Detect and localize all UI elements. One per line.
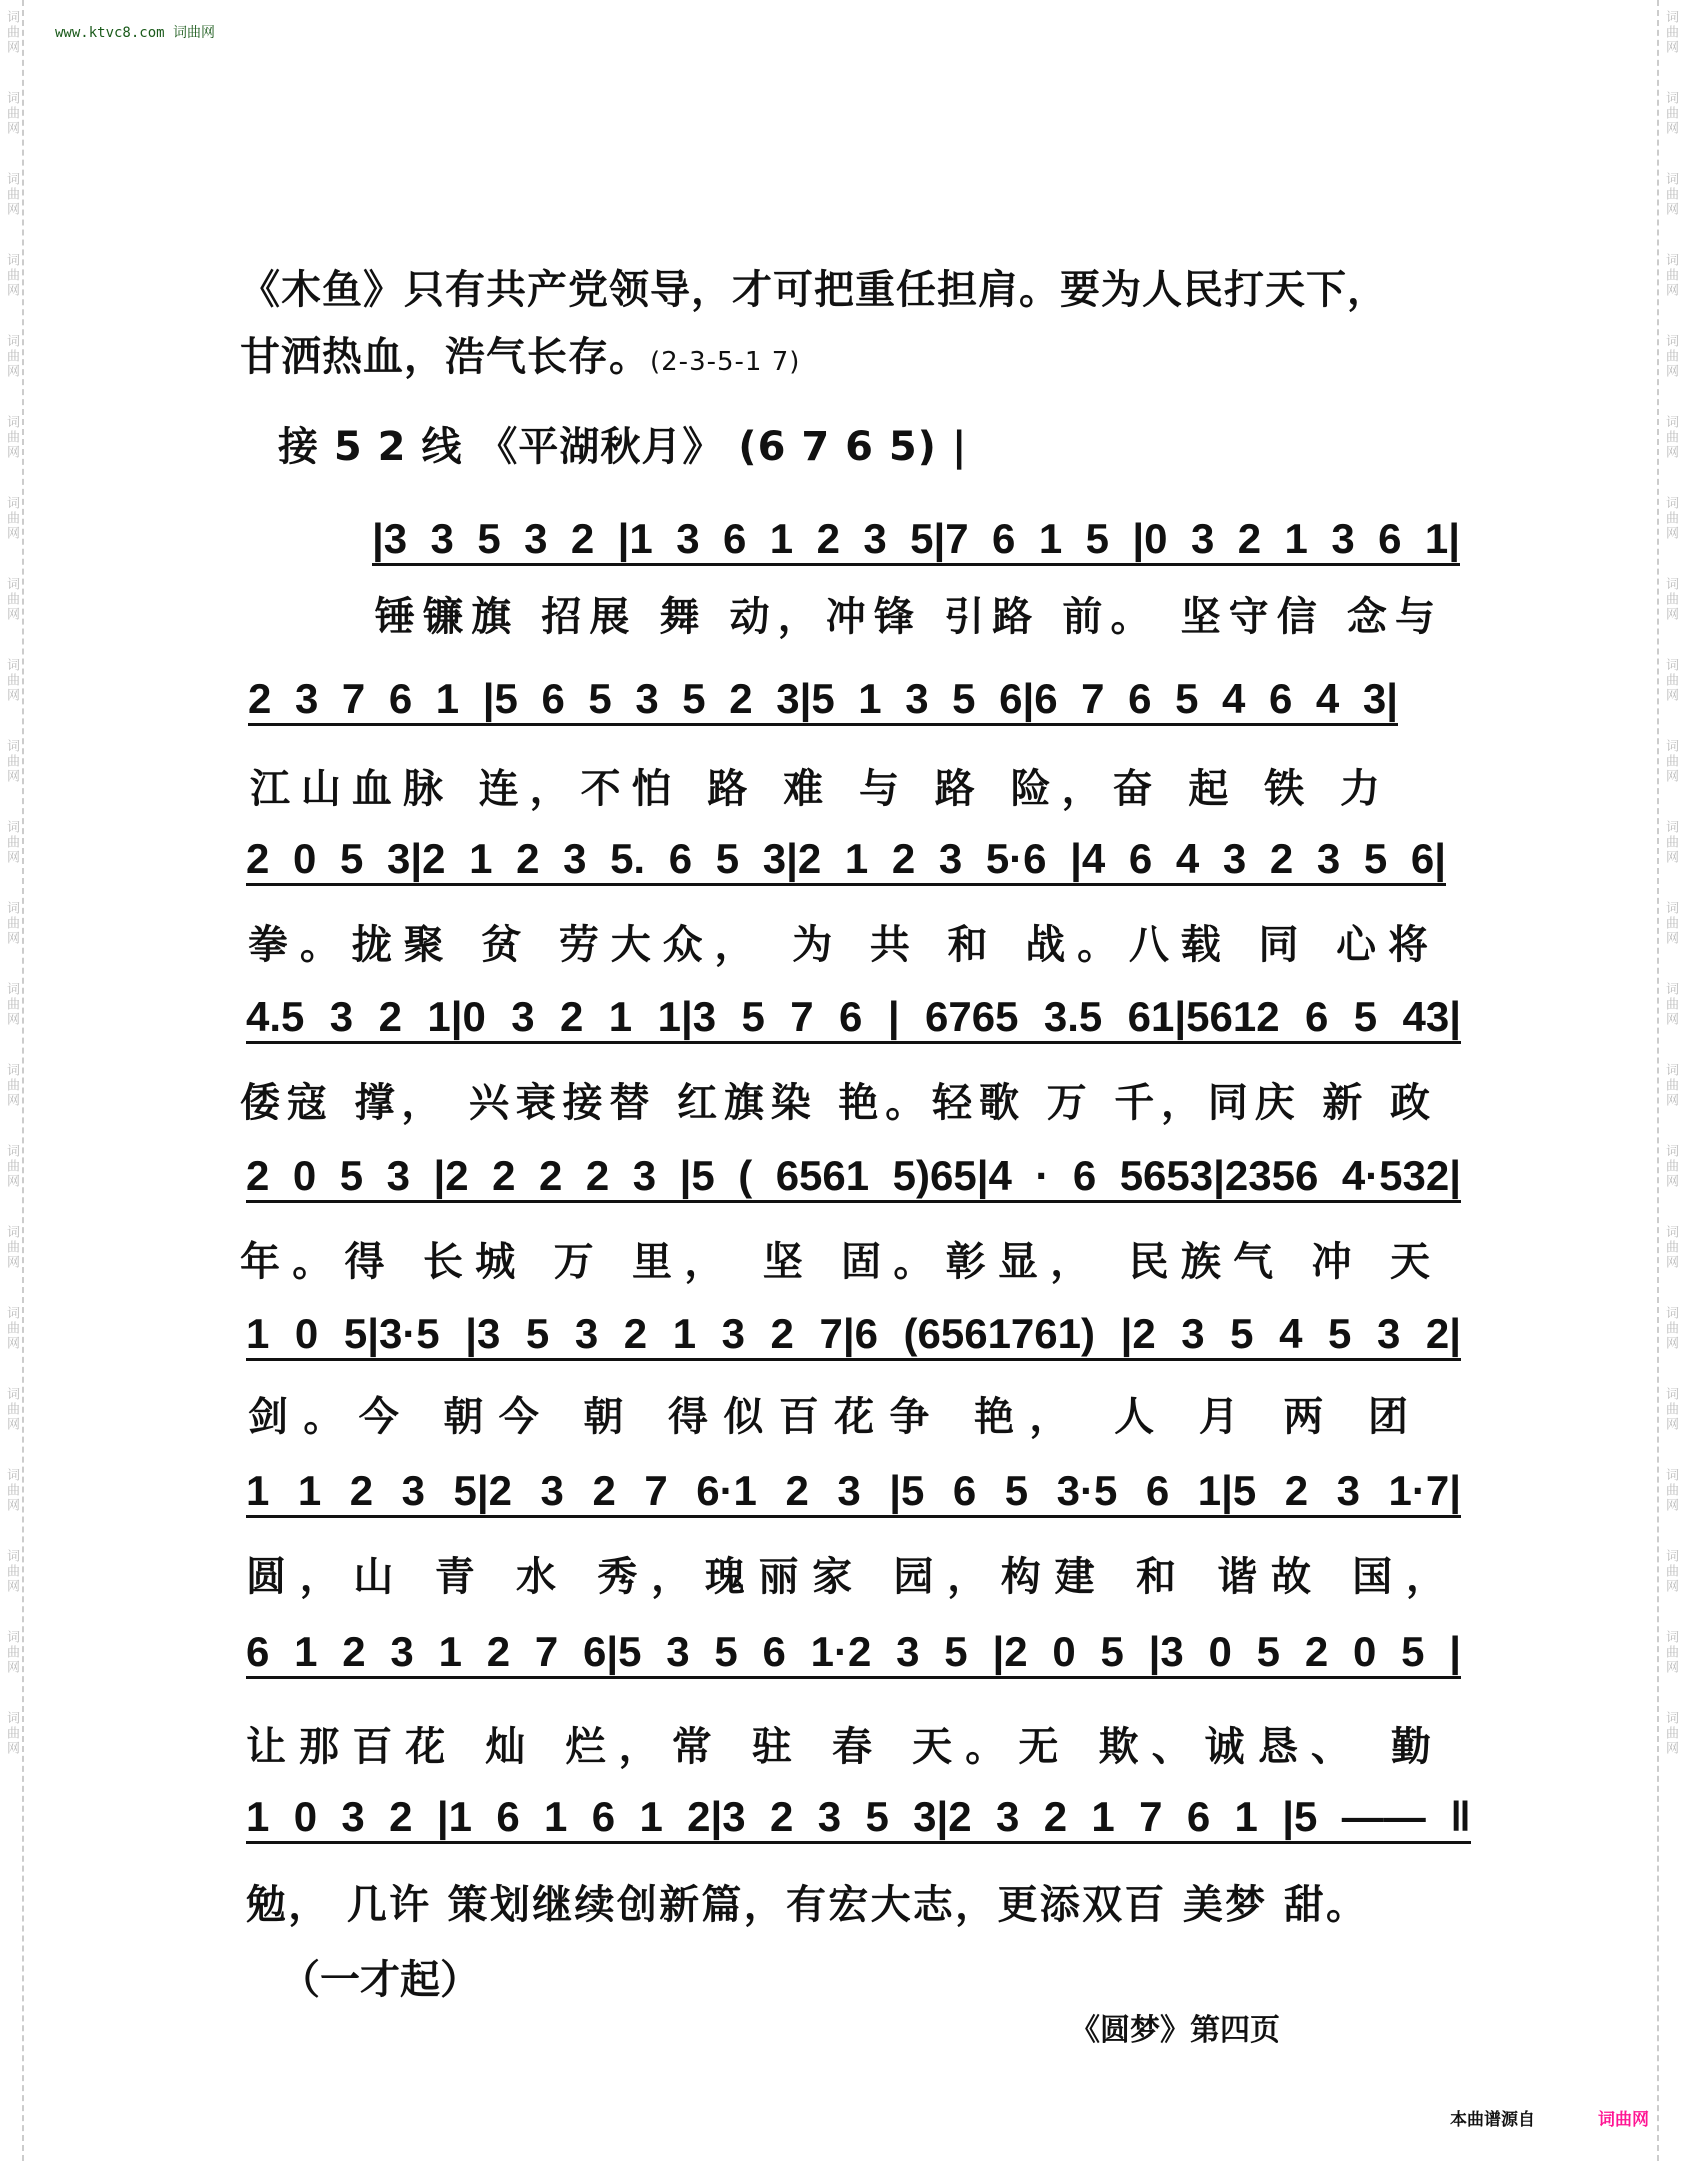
notation-row: 1 1 2 3 5|2 3 2 7 6·1 2 3 |5 6 5 3·5 6 1|5 2 3 1·7| xyxy=(246,1467,1461,1514)
watermark: 词曲网 xyxy=(1663,91,1678,136)
watermark: 词曲网 xyxy=(4,1063,19,1108)
watermark: 词曲网 xyxy=(1663,334,1678,379)
notation-row: 2 3 7 6 1 |5 6 5 3 5 2 3|5 1 3 5 6|6 7 6 5 4 6 4 3| xyxy=(248,675,1398,722)
watermark: 词曲网 xyxy=(1663,253,1678,298)
watermark: 词曲网 xyxy=(4,496,19,541)
notation-row: 6 1 2 3 1 2 7 6|5 3 5 6 1·2 3 5 |2 0 5 |3 0 5 2 0 5 | xyxy=(246,1628,1461,1675)
watermark: 词曲网 xyxy=(4,253,19,298)
watermark: 词曲网 xyxy=(4,577,19,622)
watermark: 词曲网 xyxy=(4,820,19,865)
lyric-row: 拳。拢聚 贫 劳大众， 为 共 和 战。八载 同 心将 xyxy=(248,922,1428,968)
ending-cue: （一才起） xyxy=(280,1957,480,2003)
page-label: 《圆梦》第四页 xyxy=(1070,2013,1280,2048)
watermark: 词曲网 xyxy=(1663,10,1678,55)
site-header-link[interactable]: www.ktvc8.com 词曲网 xyxy=(55,25,216,41)
intro-line-1: 《木鱼》只有共产党领导，才可把重任担肩。要为人民打天下， xyxy=(240,267,1388,313)
watermark: 词曲网 xyxy=(4,1306,19,1351)
watermark: 词曲网 xyxy=(1663,577,1678,622)
watermark: 词曲网 xyxy=(1663,1549,1678,1594)
notation-row: |3 3 5 3 2 |1 3 6 1 2 3 5|7 6 1 5 |0 3 2 1 3 6 1| xyxy=(372,515,1460,562)
footer-source-text: 本曲谱源自 xyxy=(1450,2110,1535,2130)
lyric-row: 勉， 几许 策划继续创新篇，有宏大志，更添双百 美梦 甜。 xyxy=(246,1882,1366,1928)
watermark: 词曲网 xyxy=(4,982,19,1027)
watermark: 词曲网 xyxy=(1663,658,1678,703)
lyric-row: 锤镰旗 招展 舞 动，冲锋 引路 前。 坚守信 念与 xyxy=(375,594,1435,640)
watermark: 词曲网 xyxy=(1663,172,1678,217)
watermark: 词曲网 xyxy=(1663,1144,1678,1189)
watermark: 词曲网 xyxy=(1663,496,1678,541)
watermark: 词曲网 xyxy=(1663,1225,1678,1270)
watermark: 词曲网 xyxy=(4,1549,19,1594)
watermark: 词曲网 xyxy=(1663,1630,1678,1675)
watermark: 词曲网 xyxy=(4,10,19,55)
notation-row: 1 0 5|3·5 |3 5 3 2 1 3 2 7|6 (6561761) |2 3 5 4 5 3 2| xyxy=(246,1310,1461,1357)
intro-line-2 xyxy=(240,325,800,382)
intro-line-2-text: 甘洒热血，浩气长存。 xyxy=(240,334,650,380)
lyric-row: 江山血脉 连，不怕 路 难 与 路 险，奋 起 铁 力 xyxy=(250,766,1380,812)
watermark: 词曲网 xyxy=(4,739,19,784)
watermark: 词曲网 xyxy=(4,1630,19,1675)
watermark: 词曲网 xyxy=(4,658,19,703)
watermark: 词曲网 xyxy=(1663,1387,1678,1432)
lyric-row: 让那百花 灿 烂，常 驻 春 天。无 欺、诚恳、 勤 xyxy=(246,1724,1431,1770)
right-watermark-strip xyxy=(1657,0,1681,2161)
lyric-row: 剑。今 朝今 朝 得似百花争 艳， 人 月 两 团 xyxy=(248,1394,1408,1440)
notation-row: 2 0 5 3|2 1 2 3 5. 6 5 3|2 1 2 3 5·6 |4 6 4 3 2 3 5 6| xyxy=(246,835,1446,882)
watermark: 词曲网 xyxy=(4,901,19,946)
watermark: 词曲网 xyxy=(4,91,19,136)
watermark: 词曲网 xyxy=(1663,982,1678,1027)
watermark: 词曲网 xyxy=(4,334,19,379)
watermark: 词曲网 xyxy=(1663,739,1678,784)
notation-row: 4.5 3 2 1|0 3 2 1 1|3 5 7 6 | 6765 3.5 61|5612 6 5 43| xyxy=(246,993,1461,1040)
watermark: 词曲网 xyxy=(1663,1306,1678,1351)
lyric-row: 圆，山 青 水 秀，瑰丽家 园，构建 和 谐故 国， xyxy=(246,1554,1446,1600)
watermark: 词曲网 xyxy=(1663,1711,1678,1756)
intro-line-2-notes: (2-3-5-1 7) xyxy=(650,347,801,377)
watermark: 词曲网 xyxy=(1663,901,1678,946)
notation-row: 2 0 5 3 |2 2 2 2 3 |5 ( 6561 5)65|4 · 6 5653|2356 4·532| xyxy=(246,1152,1461,1199)
watermark: 词曲网 xyxy=(1663,820,1678,865)
footer-brand-link[interactable]: 词曲网 xyxy=(1598,2110,1649,2130)
notation-row: 1 0 3 2 |1 6 1 6 1 2|3 2 3 5 3|2 3 2 1 7 6 1 |5 —— ‖ xyxy=(246,1793,1471,1840)
watermark: 词曲网 xyxy=(1663,1468,1678,1513)
intro-line-3: 接 5 2 线 《平湖秋月》 (6 7 6 5) | xyxy=(278,424,968,470)
watermark: 词曲网 xyxy=(4,172,19,217)
watermark: 词曲网 xyxy=(4,1387,19,1432)
watermark: 词曲网 xyxy=(4,1468,19,1513)
left-watermark-strip xyxy=(0,0,24,2161)
watermark: 词曲网 xyxy=(4,415,19,460)
watermark: 词曲网 xyxy=(1663,1063,1678,1108)
watermark: 词曲网 xyxy=(1663,415,1678,460)
lyric-row: 倭寇 撑， 兴衰接替 红旗染 艳。轻歌 万 千，同庆 新 政 xyxy=(240,1080,1430,1126)
watermark: 词曲网 xyxy=(4,1144,19,1189)
lyric-row: 年。得 长城 万 里， 坚 固。彰显， 民族气 冲 天 xyxy=(240,1239,1430,1285)
watermark: 词曲网 xyxy=(4,1225,19,1270)
watermark: 词曲网 xyxy=(4,1711,19,1756)
